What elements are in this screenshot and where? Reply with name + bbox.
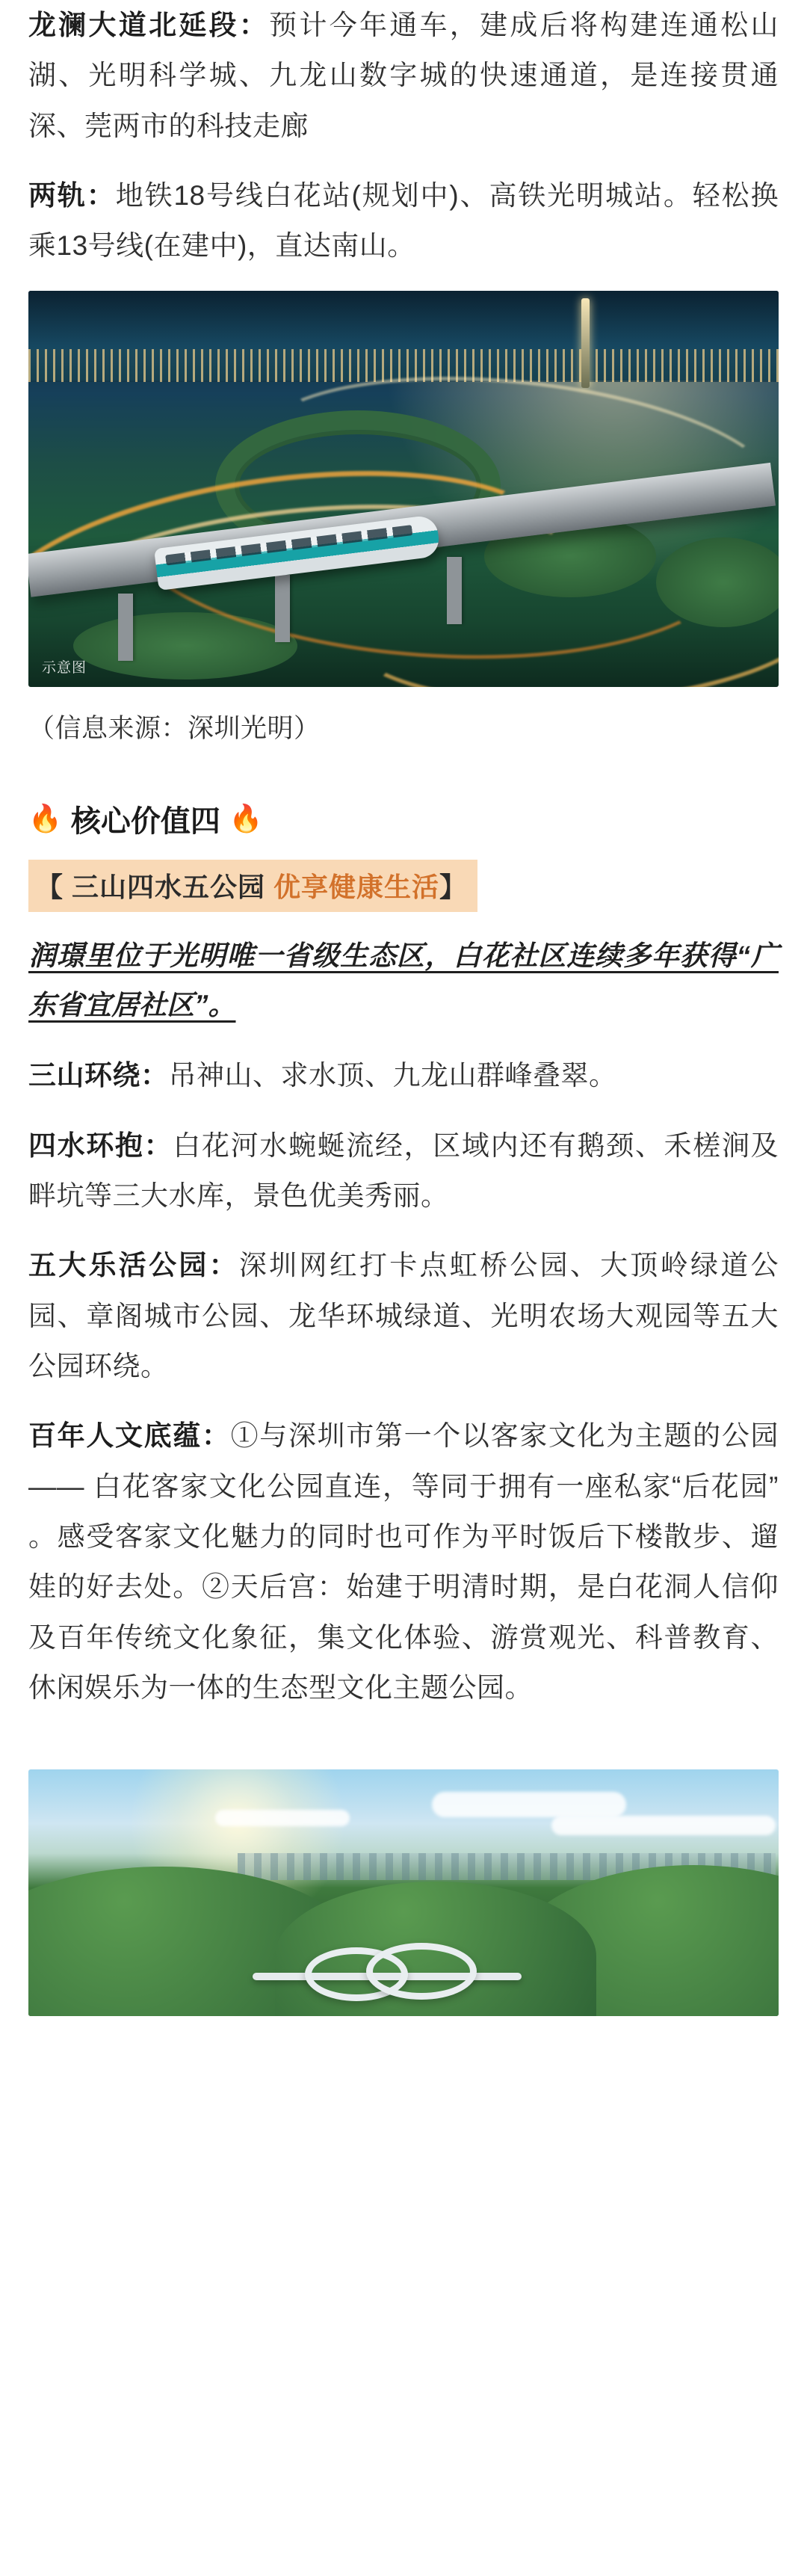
fire-icon: 🔥	[28, 803, 62, 834]
highlight-banner	[28, 860, 477, 912]
bridge-ring	[366, 1943, 477, 2000]
underlined-note: 润璟里位于光明唯一省级生态区，白花社区连续多年获得“广东省宜居社区”。	[28, 940, 779, 1020]
feature-lead: 三山环绕：	[28, 1060, 169, 1091]
section-heading	[28, 798, 779, 840]
source-note: （信息来源：深圳光明）	[28, 713, 321, 743]
paragraph-text: 预计今年通车，建成后将构建连通松山湖、光明科学城、九龙山数字城的快速通道，是连接贯通深、莞两市的科技走廊	[28, 10, 779, 141]
feature-text: 吊神山、求水顶、九龙山群峰叠翠。	[168, 1060, 617, 1091]
city-lights	[28, 349, 779, 382]
feature-three-mountains	[28, 1050, 779, 1100]
cloud	[215, 1810, 350, 1826]
photo-caption: 示意图	[42, 659, 87, 676]
fire-icon: 🔥	[229, 803, 263, 834]
feature-lead: 百年人文底蕴：	[28, 1420, 231, 1452]
section-title: 核心价值四	[70, 804, 220, 838]
cloud	[551, 1816, 776, 1835]
feature-five-parks	[28, 1240, 779, 1391]
paragraph-text: 地铁18号线白花站(规划中)、高铁光明城站。轻松换乘13号线(在建中)，直达南山。	[28, 179, 779, 262]
spacer	[28, 745, 779, 798]
greenway-ring-bridge-photo	[28, 1769, 779, 2016]
feature-text: 深圳网红打卡点虹桥公园、大顶岭绿道公园、章阁城市公园、龙华环城绿道、光明农场大观园等五大公园环绕。	[28, 1250, 779, 1381]
feature-text: ①与深圳市第一个以客家文化为主题的公园 —— 白花客家文化公园直连，等同于拥有一座私家“后花园” 。感受客家文化魅力的同时也可作为平时饭后下楼散步、遛娃的好去处。②天后宫：始建于明清时期，是白花洞人信仰及百年传统文化象征，集文化体验、游赏观光、科普教育、休闲娱乐为一体的生态型文化主题公园。	[28, 1420, 779, 1703]
paragraph-lead: 龙澜大道北延段：	[28, 10, 270, 40]
paragraph-two-rails	[28, 170, 779, 271]
viaduct-pier	[447, 557, 462, 624]
feature-four-waters	[28, 1121, 779, 1221]
bracket-close: 】	[439, 871, 468, 902]
feature-cultural-heritage	[28, 1411, 779, 1713]
highlight-main-text: 三山四水五公园	[64, 871, 274, 902]
paragraph-longlan-road	[28, 0, 779, 151]
metro-viaduct-night-photo	[28, 291, 779, 687]
tower-icon	[581, 298, 590, 388]
feature-lead: 五大乐活公园：	[28, 1250, 239, 1281]
paragraph-lead: 两轨：	[28, 179, 116, 211]
bracket-open: 【	[36, 871, 64, 902]
cloud	[432, 1792, 626, 1817]
spacer	[28, 1732, 779, 1762]
feature-lead: 四水环抱：	[28, 1130, 173, 1161]
highlight-accent-text: 优享健康生活	[273, 871, 440, 902]
feature-text: 白花河水蜿蜒流经，区域内还有鹅颈、禾槎涧及畔坑等三大水库，景色优美秀丽。	[28, 1130, 779, 1212]
viaduct-pier	[118, 594, 133, 661]
viaduct-pier	[275, 575, 290, 642]
